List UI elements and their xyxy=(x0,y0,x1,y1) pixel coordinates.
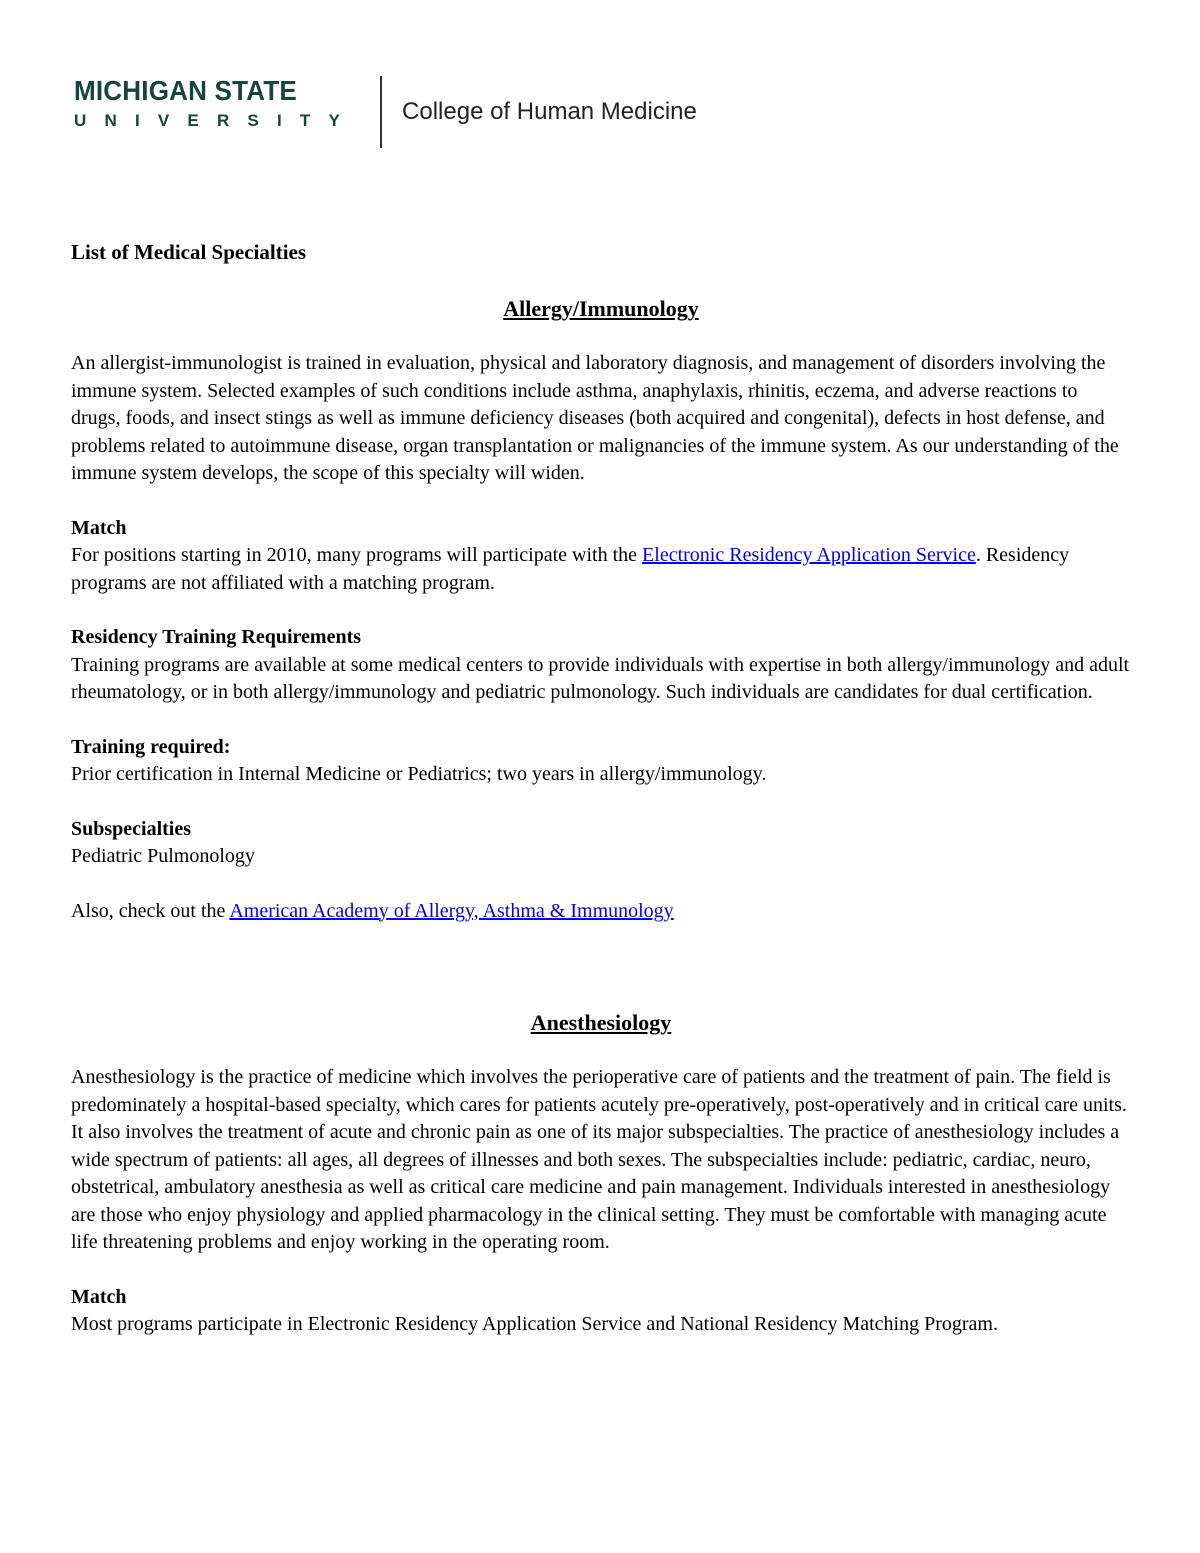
allergy-match-heading: Match xyxy=(71,516,127,539)
document-title: List of Medical Specialties xyxy=(71,240,307,264)
logo-divider xyxy=(380,76,382,148)
allergy-training-heading: Training required: xyxy=(71,735,231,758)
msu-wordmark-line1: MICHIGAN STATE xyxy=(74,75,297,106)
allergy-match-text xyxy=(71,542,1131,597)
msu-wordmark-line2: UNIVERSITY xyxy=(74,111,359,130)
allergy-also-prefix: Also, check out the xyxy=(71,899,230,922)
msu-logo xyxy=(74,76,697,148)
section-heading-allergy: Allergy/Immunology xyxy=(503,296,699,321)
allergy-subspecialties-text: Pediatric Pulmonology xyxy=(71,845,255,867)
anesthesiology-intro: Anesthesiology is the practice of medicine which involves the perioperative care of patients and the treatment of pain. The field is predominately a hospital-based specialty, which cares for patients acutely pre-operatively, post-operatively and in critical care units. It also involves the treatment of acute and chronic pain as one of its major subspecialties. The practice of anesthesiology includes a wide spectrum of patients: all ages, all degrees of illnesses and both sexes. The subspecialties include: pediatric, cardiac, neuro, obstetrical, ambulatory anesthesia as well as critical care medicine and pain management. Individuals interested in anesthesiology are those who enjoy physiology and applied pharmacology in the clinical setting. They must be comfortable with managing acute life threatening problems and enjoy working in the operating room. xyxy=(71,1066,1127,1253)
msu-wordmark xyxy=(74,76,358,132)
anesthesiology-match-text: Most programs participate in Electronic Residency Application Service and National Residency Matching Program. xyxy=(71,1313,998,1335)
allergy-residency-heading: Residency Training Requirements xyxy=(71,626,362,648)
section-heading-anesthesiology: Anesthesiology xyxy=(530,1010,672,1035)
allergy-residency-text: Training programs are available at some medical centers to provide individuals with expertise in both allergy/immunology and adult rheumatology, or in both allergy/immunology and pediatric pulmonology. Such individuals are candidates for dual certification. xyxy=(71,653,1130,703)
anesthesiology-match-heading: Match xyxy=(71,1285,127,1308)
allergy-match-text-after: . Residency programs are not affiliated with a matching program. xyxy=(71,544,1070,594)
document-content xyxy=(71,238,1131,1339)
allergy-subspecialties-heading: Subspecialties xyxy=(71,817,192,840)
aaaai-link[interactable]: American Academy of Allergy, Asthma & Immunology xyxy=(229,899,674,922)
allergy-intro: An allergist-immunologist is trained in evaluation, physical and laboratory diagnosis, and management of disorders involving the immune system. Selected examples of such conditions include asthma, anaphylaxis, rhinitis, eczema, and adverse reactions to drugs, foods, and insect stings as well as immune deficiency diseases (both acquired and congenital), defects in host defense, and problems related to autoimmune disease, organ transplantation or malignancies of the immune system. As our understanding of the immune system develops, the scope of this specialty will widen. xyxy=(71,352,1119,484)
allergy-also-text xyxy=(71,898,1131,926)
allergy-training-text: Prior certification in Internal Medicine or Pediatrics; two years in allergy/immunology. xyxy=(71,763,767,785)
college-name: College of Human Medicine xyxy=(402,98,697,125)
allergy-match-text-before: For positions starting in 2010, many programs will participate with the xyxy=(71,544,643,566)
eras-link[interactable]: Electronic Residency Application Service xyxy=(642,544,976,566)
